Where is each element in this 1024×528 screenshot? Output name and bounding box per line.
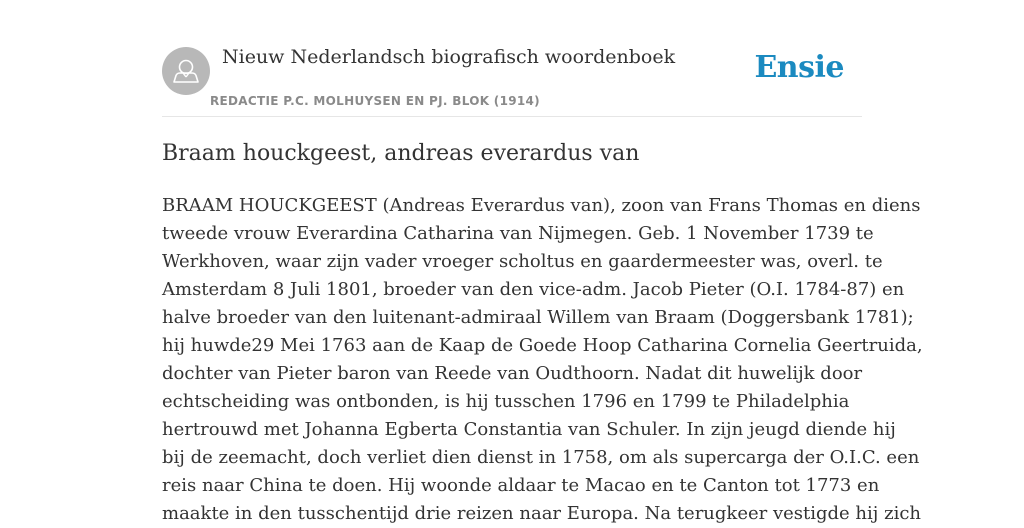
body-line: BRAAM HOUCKGEEST (Andreas Everardus van), zoon van Frans Thomas en diens [162,195,921,216]
user-icon [162,47,210,95]
brand-logo[interactable]: Ensie [754,50,844,85]
body-line: dochter van Pieter baron van Reede van Oudthoorn. Nadat dit huwelijk door [162,363,863,384]
source-title[interactable]: Nieuw Nederlandsch biografisch woordenboek [222,46,676,68]
source-editors: REDACTIE P.C. MOLHUYSEN EN PJ. BLOK (1914) [210,94,540,108]
source-header [162,0,862,117]
body-line: Werkhoven, waar zijn vader vroeger scholtus en gaardermeester was, overl. te [162,251,883,272]
article-body [162,192,923,528]
body-line: reis naar China te doen. Hij woonde aldaar te Macao en te Canton tot 1773 en [162,475,880,496]
article-title: Braam houckgeest, andreas everardus van [162,141,640,166]
body-line: halve broeder van den luitenant-admiraal Willem van Braam (Doggersbank 1781); [162,307,914,328]
body-line: echtscheiding was ontbonden, is hij tusschen 1796 en 1799 te Philadelphia [162,391,850,412]
body-line: hertrouwd met Johanna Egberta Constantia van Schuler. In zijn jeugd diende hij [162,419,896,440]
body-line: maakte in den tusschentijd drie reizen naar Europa. Na terugkeer vestigde hij zich [162,503,921,524]
avatar[interactable] [162,47,210,95]
body-line: tweede vrouw Everardina Catharina van Nijmegen. Geb. 1 November 1739 te [162,223,874,244]
body-line: Amsterdam 8 Juli 1801, broeder van den vice-adm. Jacob Pieter (O.I. 1784-87) en [162,279,905,300]
body-line: hij huwde29 Mei 1763 aan de Kaap de Goede Hoop Catharina Cornelia Geertruida, [162,335,923,356]
body-line: bij de zeemacht, doch verliet dien dienst in 1758, om als supercarga der O.I.C. een [162,447,920,468]
